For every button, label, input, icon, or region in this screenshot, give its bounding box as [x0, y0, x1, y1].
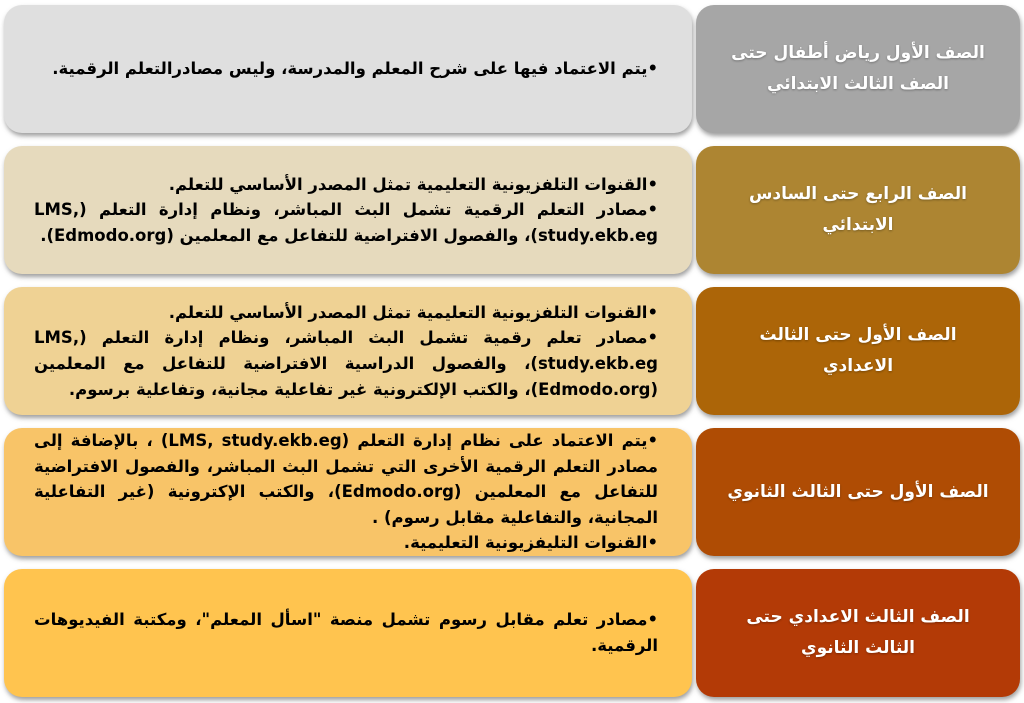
- grade-band-label: الصف الثالث الاعدادي حتى الثالث الثانوي: [696, 569, 1020, 697]
- resources-box: [4, 428, 692, 556]
- grade-band-label: الصف الرابع حتى السادس الابتدائي: [696, 146, 1020, 274]
- row-prep3-to-sec3: [4, 569, 1020, 697]
- row-sec1-to-sec3: [4, 428, 1020, 556]
- bullet-item: •القنوات التليفزيونية التعليمية.: [403, 533, 658, 553]
- bullet-item: •يتم الاعتماد على نظام إدارة التعلم (LMS, study.ekb.eg) ، بالإضافة إلى مصادر التعلم الرقمية الأخرى التي تشمل البث المباشر، والفصول الافتراضية للتفاعل مع المعلمين (Edmodo.org)، والكتب الإكترونية (غير التفاعلية المجانية، والتفاعلية مقابل رسوم) .: [34, 431, 658, 527]
- bullet-item: •مصادر التعلم الرقمية تشمل البث المباشر، ونظام إدارة التعلم (LMS, study.ekb.eg)، والفصول الافتراضية للتفاعل مع المعلمين (Edmodo.org).: [34, 200, 658, 245]
- grade-band-label: الصف الأول حتى الثالث الثانوي: [696, 428, 1020, 556]
- grade-band-label: الصف الأول حتى الثالث الاعدادي: [696, 287, 1020, 415]
- grade-band-label: الصف الأول رياض أطفال حتى الصف الثالث الابتدائي: [696, 5, 1020, 133]
- resources-box: [4, 287, 692, 415]
- bullet-item: •مصادر تعلم رقمية تشمل البث المباشر، ونظام إدارة التعلم (LMS, study.ekb.eg)، والفصول الدراسية الافتراضية للتفاعل مع المعلمين (Edmodo.org)، والكتب الإلكترونية غير تفاعلية مجانية، وتفاعلية برسوم.: [34, 328, 658, 399]
- bullet-item: •القنوات التلفزيونية التعليمية تمثل المصدر الأساسي للتعلم.: [168, 174, 658, 194]
- bullet-item: •يتم الاعتماد فيها على شرح المعلم والمدرسة، وليس مصادرالتعلم الرقمية.: [52, 59, 658, 79]
- bullet-item: •مصادر تعلم مقابل رسوم تشمل منصة "اسأل المعلم"، ومكتبة الفيديوهات الرقمية.: [34, 610, 658, 655]
- bullet-item: •القنوات التلفزيونية التعليمية تمثل المصدر الأساسي للتعلم.: [168, 302, 658, 322]
- row-prep1-to-prep3: [4, 287, 1020, 415]
- resources-box: [4, 5, 692, 133]
- row-grade4-to-grade6: [4, 146, 1020, 274]
- resources-box: [4, 146, 692, 274]
- resources-box: [4, 569, 692, 697]
- row-kg-to-grade3: [4, 5, 1020, 133]
